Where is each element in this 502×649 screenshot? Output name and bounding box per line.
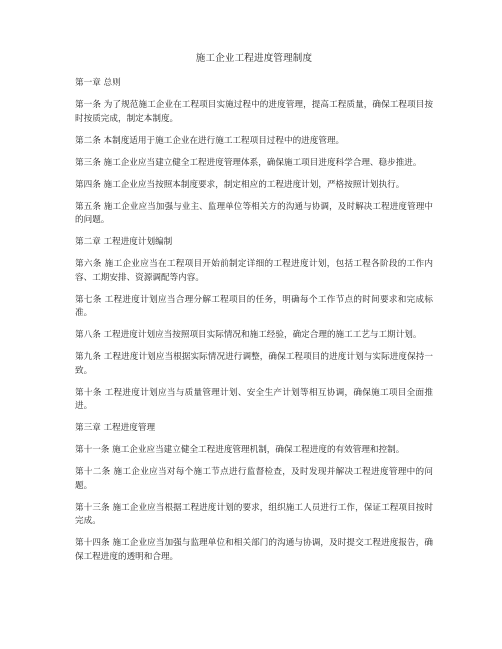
document-title: 施工企业工程进度管理制度 <box>195 53 313 64</box>
article-paragraph: 第三条 施工企业应当建立健全工程进度管理体系，确保施工项目进度科学合理、稳步推进。 <box>75 157 422 168</box>
chapter-heading: 第三章 工程进度管理 <box>75 423 156 433</box>
article-paragraph: 第八条 工程进度计划应当按照项目实际情况和施工经验，确定合理的施工工艺与工期计划。 <box>75 330 422 340</box>
chapter-heading: 第二章 工程进度计划编制 <box>75 237 173 247</box>
document-page <box>75 52 433 573</box>
article-paragraph: 第九条 工程进度计划应当根据实际情况进行调整，确保工程项目的进度计划与实际进度保持一致。 <box>75 352 433 376</box>
article-paragraph: 第二条 本制度适用于施工企业在进行施工工程项目过程中的进度管理。 <box>75 135 345 146</box>
chapter-heading: 第一章 总则 <box>75 78 121 88</box>
article-paragraph: 第十四条 施工企业应当加强与监理单位和相关部门的沟通与协调，及时提交工程进度报告，确保工程进度的透明和合理。 <box>75 538 433 562</box>
article-paragraph: 第十二条 施工企业应当对每个施工节点进行监督检查，及时发现并解决工程进度管理中的问题。 <box>75 467 433 491</box>
article-paragraph: 第十条 工程进度计划应当与质量管理计划、安全生产计划等相互协调，确保施工项目全面推进。 <box>75 387 433 411</box>
article-paragraph: 第六条 施工企业应当在工程项目开始前制定详细的工程进度计划，包括工程各阶段的工作内容、工期安排、资源调配等内容。 <box>75 259 433 283</box>
article-paragraph: 第四条 施工企业应当按照本制度要求，制定相应的工程进度计划，严格按照计划执行。 <box>75 179 405 190</box>
article-paragraph: 第十一条 施工企业应当建立健全工程进度管理机制，确保工程进度的有效管理和控制。 <box>75 445 405 455</box>
article-paragraph: 第五条 施工企业应当加强与业主、监理单位等相关方的沟通与协调，及时解决工程进度管理中的问题。 <box>75 201 433 225</box>
article-paragraph: 第十三条 施工企业应当根据工程进度计划的要求，组织施工人员进行工作，保证工程项目按时完成。 <box>75 502 433 526</box>
article-paragraph: 第七条 工程进度计划应当合理分解工程项目的任务，明确每个工作节点的时间要求和完成标准。 <box>75 294 433 318</box>
article-paragraph: 第一条 为了规范施工企业在工程项目实施过程中的进度管理，提高工程质量，确保工程项目按时按质完成，制定本制度。 <box>75 100 433 124</box>
